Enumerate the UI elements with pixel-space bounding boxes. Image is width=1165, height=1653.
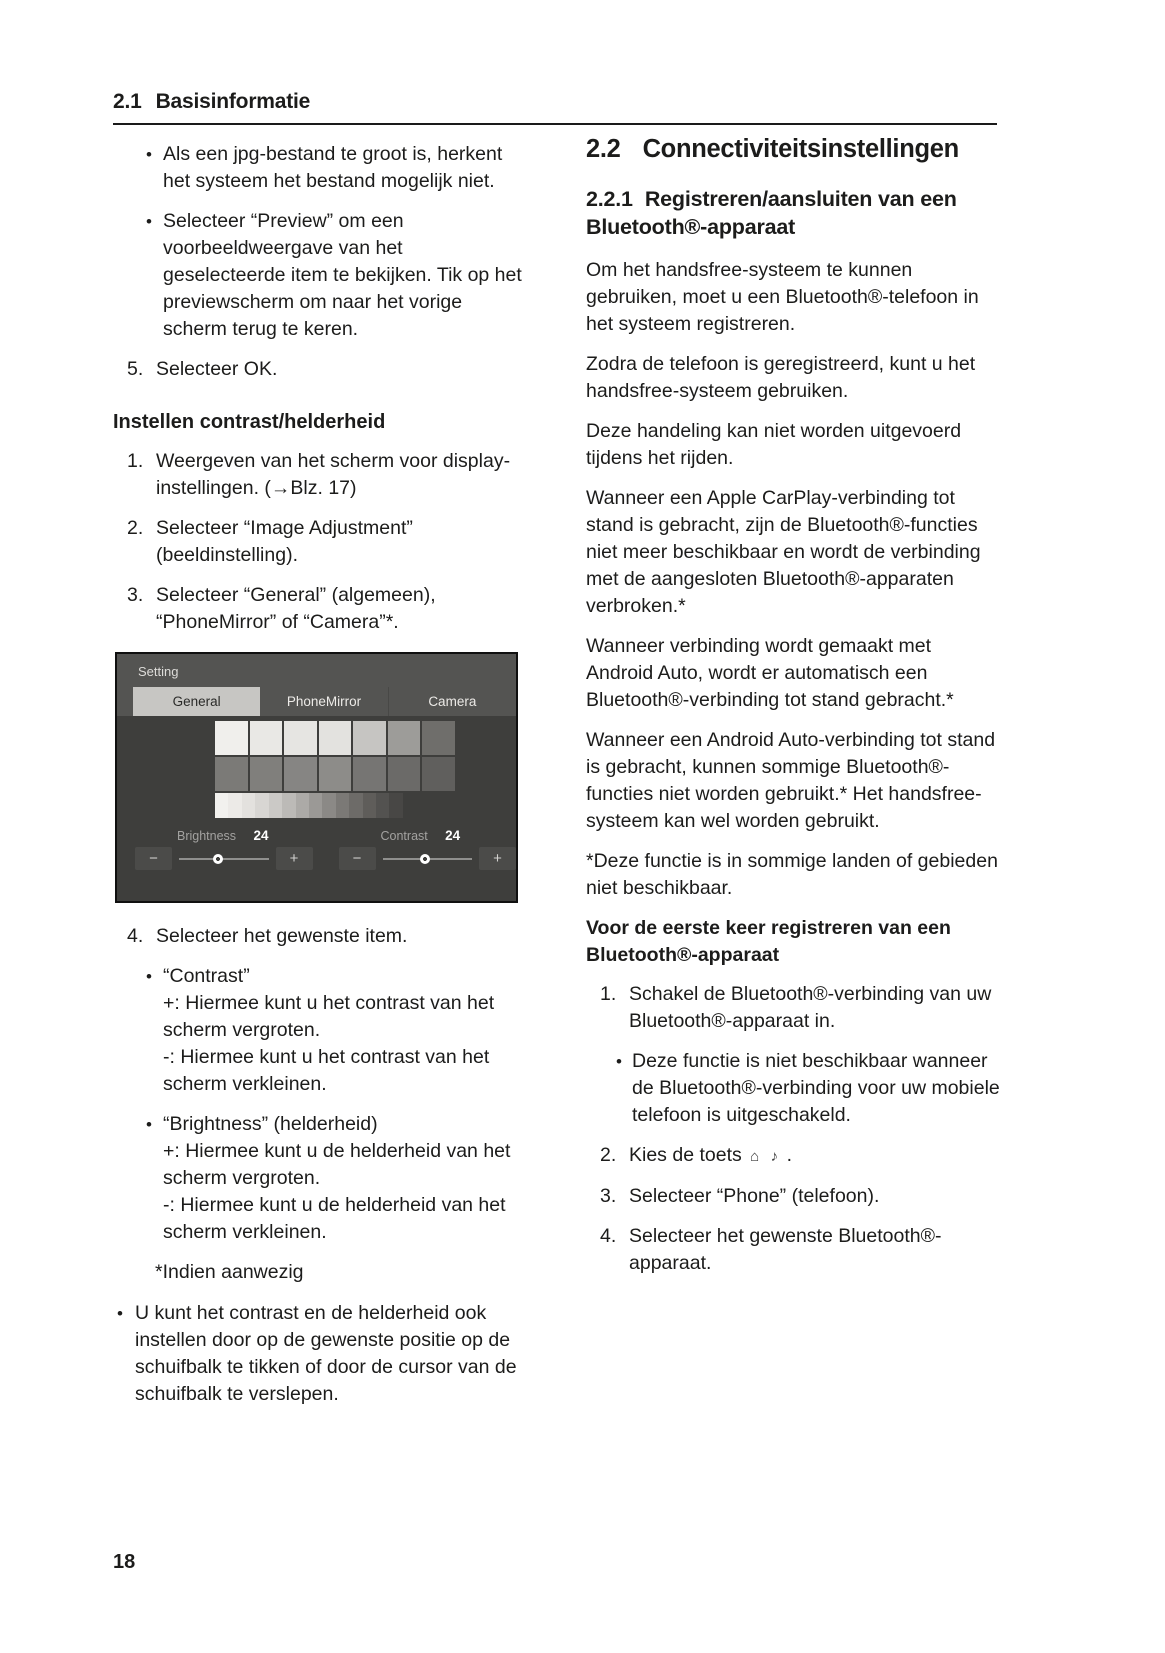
bullet-marker: •	[146, 212, 152, 231]
pattern-cell	[389, 793, 402, 818]
screenshot-tab-bar	[117, 687, 516, 716]
list-item-text	[163, 963, 526, 1098]
number-marker: 2.	[600, 1144, 617, 1166]
pattern-cell	[242, 793, 255, 818]
bullet-marker: •	[146, 967, 152, 986]
step-text: Selecteer “Image Adjustment” (beeldinstelling).	[156, 517, 413, 566]
brightness-plus-button: +	[276, 847, 313, 870]
pattern-cell	[388, 721, 421, 755]
contrast-label-row	[381, 826, 517, 842]
tab-general: General	[133, 687, 260, 716]
brightness-slider-group	[135, 826, 313, 870]
list-item-text: Selecteer “Preview” om een voorbeeldweergave van het geselecteerde item te bekijken. Tik op het previewscherm om naar het vorige scherm terug te keren.	[163, 210, 522, 340]
step-text: Selecteer het gewenste item.	[156, 925, 408, 947]
section-number: 2.1	[113, 90, 142, 113]
paragraph: Wanneer een Android Auto-verbinding tot stand is gebracht, kunnen sommige Bluetooth®-functies niet worden gebruikt.* Het handsfree-systeem kan wel worden gebruikt.	[586, 729, 996, 832]
pattern-cell	[336, 793, 349, 818]
list-item	[113, 208, 526, 343]
step-item	[113, 448, 526, 502]
slider-controls	[117, 826, 516, 870]
pattern-cell	[422, 757, 455, 791]
grayscale-gradient-strip	[215, 793, 403, 818]
pattern-cell	[228, 793, 241, 818]
number-marker: 1.	[600, 983, 617, 1005]
tab-camera: Camera	[428, 694, 477, 709]
step-text: Selecteer “General” (algemeen), “PhoneMirror” of “Camera”*.	[156, 584, 436, 633]
paragraph: Wanneer verbinding wordt gemaakt met Android Auto, wordt er automatisch een Bluetooth®-verbinding tot stand gebracht.*	[586, 635, 954, 711]
number-marker: 2.	[127, 517, 144, 539]
step-item	[586, 1223, 1000, 1277]
bullet-marker: •	[146, 1115, 152, 1134]
left-column	[113, 141, 526, 1421]
detail-line: “Contrast”	[163, 965, 250, 987]
step-text-before: Kies de toets	[629, 1144, 742, 1166]
pattern-cell	[363, 793, 376, 818]
list-item	[113, 141, 526, 195]
list-item	[113, 1300, 526, 1408]
screenshot-body	[117, 716, 516, 901]
pattern-cell	[319, 757, 352, 791]
pattern-cell	[250, 757, 283, 791]
pattern-cell	[215, 721, 248, 755]
contrast-slider-track	[383, 858, 473, 860]
step-text	[629, 1142, 1000, 1170]
bullet-marker: •	[146, 145, 152, 164]
pattern-cell	[309, 793, 322, 818]
section-heading	[586, 185, 1000, 241]
number-marker: 3.	[127, 584, 144, 606]
brightness-label-row	[177, 826, 313, 842]
pattern-cell	[353, 721, 386, 755]
media-note-icon: ♪	[770, 1148, 779, 1165]
contrast-minus-button: −	[339, 847, 376, 870]
footnote-paragraph: *Deze functie is in sommige landen of gebieden niet beschikbaar.	[586, 850, 998, 899]
section-title: Basisinformatie	[155, 90, 311, 113]
section-number: 2.2.1	[586, 187, 633, 211]
subsection-title: Voor de eerste keer registreren van een Bluetooth®-apparaat	[586, 917, 951, 966]
step-text: Selecteer “Phone” (telefoon).	[629, 1185, 880, 1207]
step-item	[586, 981, 1000, 1035]
step-item	[586, 1142, 1000, 1170]
contrast-value: 24	[445, 828, 461, 843]
number-marker: 4.	[127, 925, 144, 947]
list-item	[113, 1111, 526, 1246]
number-marker: 4.	[600, 1225, 617, 1247]
step-item	[113, 582, 526, 636]
brightness-minus-button: −	[135, 847, 172, 870]
step-item	[586, 1183, 1000, 1210]
pattern-cell	[284, 757, 317, 791]
pattern-cell	[422, 721, 455, 755]
grayscale-row-1	[215, 721, 455, 755]
pattern-cell	[215, 793, 228, 818]
detail-line: +: Hiermee kunt u het contrast van het scherm vergroten.	[163, 992, 495, 1041]
section-header	[113, 90, 310, 114]
subsection-title: Instellen contrast/helderheid	[113, 411, 386, 433]
pattern-cell	[349, 793, 362, 818]
step-text-after: .	[786, 1144, 792, 1166]
list-item-text: U kunt het contrast en de helderheid ook instellen door op de gewenste positie op de schuifbalk te tikken of door de cursor van de schuifbalk te verslepen.	[135, 1302, 517, 1405]
pattern-cell	[376, 793, 389, 818]
detail-line: -: Hiermee kunt u het contrast van het scherm verkleinen.	[163, 1046, 490, 1095]
detail-line: -: Hiermee kunt u de helderheid van het scherm verkleinen.	[163, 1194, 506, 1243]
number-marker: 5.	[127, 358, 144, 380]
pattern-cell	[215, 757, 248, 791]
list-item	[113, 963, 526, 1098]
contrast-label: Contrast	[380, 829, 428, 843]
contrast-plus-button: +	[479, 847, 516, 870]
bullet-marker: •	[117, 1304, 123, 1323]
step-item	[113, 923, 526, 950]
bullet-marker: •	[616, 1052, 622, 1071]
page-number: 18	[113, 1551, 136, 1573]
home-icon: ⌂	[750, 1148, 760, 1165]
brightness-slider-row	[135, 847, 313, 870]
pattern-cell	[269, 793, 282, 818]
pattern-cell	[296, 793, 309, 818]
list-item-text: Deze functie is niet beschikbaar wanneer de Bluetooth®-verbinding voor uw mobiele telefoon is uitgeschakeld.	[632, 1050, 1000, 1126]
section-title: Registreren/aansluiten van een Bluetooth®-apparaat	[586, 187, 957, 239]
list-item	[586, 1048, 1000, 1129]
pattern-cell	[282, 793, 295, 818]
brightness-slider-track	[179, 858, 269, 860]
contrast-slider-group	[339, 826, 517, 870]
brightness-slider-knob	[213, 854, 223, 864]
step-text: Schakel de Bluetooth®-verbinding van uw Bluetooth®-apparaat in.	[629, 983, 992, 1032]
brightness-value: 24	[253, 828, 269, 843]
list-item-text: Als een jpg-bestand te groot is, herkent het systeem het bestand mogelijk niet.	[163, 143, 503, 192]
contrast-slider-row	[339, 847, 517, 870]
contrast-slider-knob	[420, 854, 430, 864]
pattern-cell	[319, 721, 352, 755]
detail-line: +: Hiermee kunt u de helderheid van het scherm vergroten.	[163, 1140, 511, 1189]
detail-line: “Brightness” (helderheid)	[163, 1113, 378, 1135]
pattern-cell	[322, 793, 335, 818]
pattern-cell	[284, 721, 317, 755]
grayscale-row-2	[215, 757, 455, 791]
footnote: *Indien aanwezig	[155, 1261, 304, 1283]
paragraph: Wanneer een Apple CarPlay-verbinding tot stand is gebracht, zijn de Bluetooth®-functies niet meer beschikbaar en wordt de verbinding met de aangesloten Bluetooth®-apparaten verbroken.*	[586, 487, 981, 617]
screenshot-title: Setting	[138, 664, 179, 679]
header-rule	[113, 123, 997, 125]
paragraph: Om het handsfree-systeem te kunnen gebruiken, moet u een Bluetooth®-telefoon in het systeem registreren.	[586, 259, 979, 335]
list-item	[113, 356, 526, 383]
tab-phonemirror: PhoneMirror	[260, 687, 388, 716]
number-marker: 1.	[127, 450, 144, 472]
number-marker: 3.	[600, 1185, 617, 1207]
chapter-number: 2.2	[586, 135, 621, 163]
list-item-text	[163, 1111, 526, 1246]
list-item-text: Selecteer OK.	[156, 358, 278, 380]
step-text: Weergeven van het scherm voor display-instellingen. (→Blz. 17)	[156, 450, 511, 499]
chapter-heading	[586, 136, 1000, 163]
pattern-cell	[388, 757, 421, 791]
step-text: Selecteer het gewenste Bluetooth®-apparaat.	[629, 1225, 942, 1274]
brightness-label: Brightness	[177, 829, 237, 843]
pattern-cell	[250, 721, 283, 755]
pattern-cell	[353, 757, 386, 791]
chapter-title: Connectiviteitsinstellingen	[642, 135, 959, 163]
paragraph: Zodra de telefoon is geregistreerd, kunt u het handsfree-systeem gebruiken.	[586, 353, 976, 402]
pattern-cell	[255, 793, 268, 818]
step-item	[113, 515, 526, 569]
paragraph: Deze handeling kan niet worden uitgevoerd tijdens het rijden.	[586, 420, 962, 469]
right-column	[586, 136, 1000, 1290]
settings-screenshot	[115, 652, 518, 903]
